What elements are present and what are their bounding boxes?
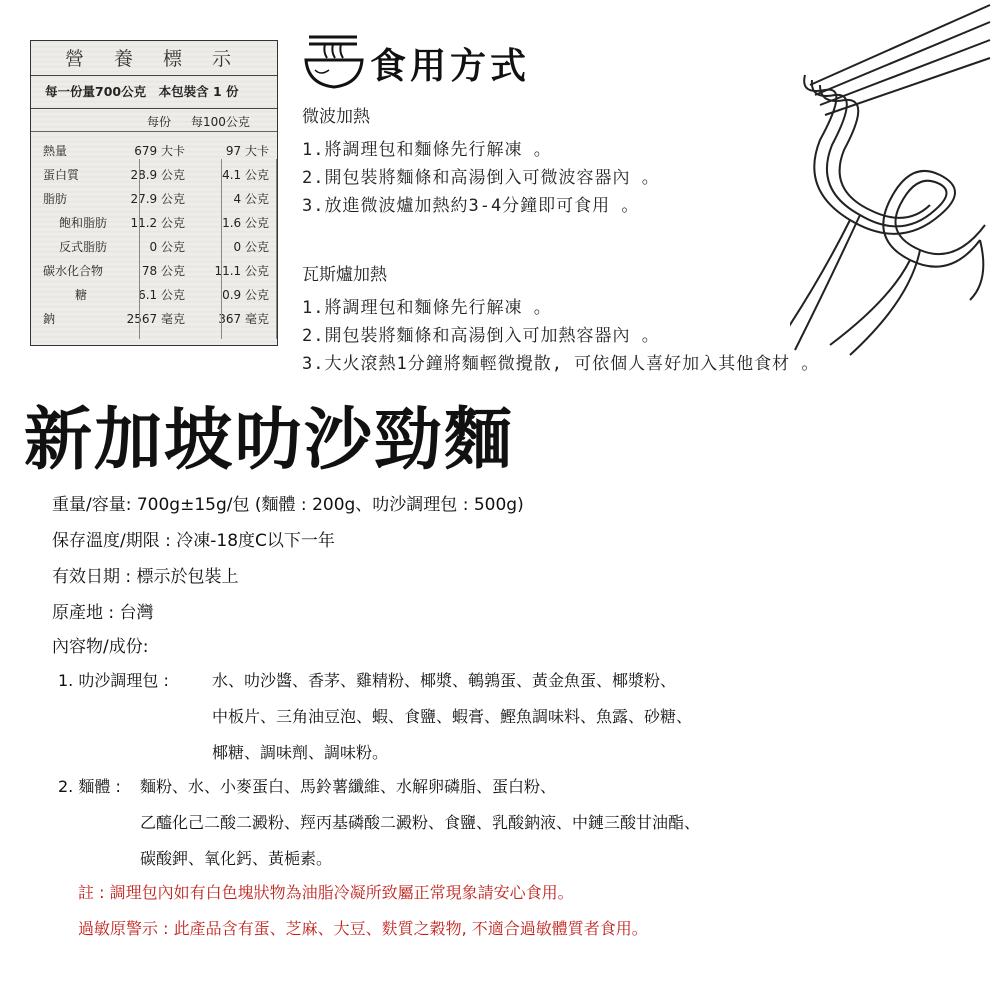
nutrient-per-serving: 78 公克 bbox=[141, 264, 185, 278]
nutrient-per-serving: 28.9 公克 bbox=[130, 168, 185, 182]
nutrient-per-100g: 4.1 公克 bbox=[222, 168, 269, 182]
nutrient-per-serving: 0 公克 bbox=[149, 240, 185, 254]
nutrient-per-100g: 0.9 公克 bbox=[222, 288, 269, 302]
column-divider bbox=[221, 159, 222, 339]
nutrient-per-100g: 1.6 公克 bbox=[222, 216, 269, 230]
expiry-line: 有效日期 : 標示於包裝上 bbox=[52, 567, 239, 587]
noodle-illustration bbox=[790, 0, 995, 360]
nutrition-row-sodium bbox=[31, 306, 277, 330]
nutrient-per-100g: 367 毫克 bbox=[218, 312, 269, 326]
ingredients-2-line: 麵粉、水、小麥蛋白、馬鈴薯纖維、水解卵磷脂、蛋白粉、 bbox=[140, 777, 557, 796]
nutrient-name: 飽和脂肪 bbox=[59, 216, 108, 230]
microwave-step: 2.開包裝將麵條和高湯倒入可微波容器內 。 bbox=[302, 168, 660, 188]
nutrient-name: 鈉 bbox=[43, 312, 56, 326]
nutrition-row-saturated-fat bbox=[31, 210, 277, 234]
nutrient-per-serving: 6.1 公克 bbox=[138, 288, 185, 302]
col-per-100g: 每100公克 bbox=[191, 115, 250, 129]
nutrient-per-100g: 97 大卡 bbox=[225, 144, 269, 158]
ingredients-1-line: 椰糖、調味劑、調味粉。 bbox=[212, 743, 389, 762]
nutrition-row-calories bbox=[31, 138, 277, 162]
nutrient-per-100g: 4 公克 bbox=[233, 192, 269, 206]
nutrition-row-sugar bbox=[31, 282, 277, 306]
ingredients-2-label: 2. 麵體 : bbox=[58, 777, 121, 796]
usage-title: 食用方式 bbox=[370, 45, 531, 87]
ingredients-1-label: 1. 叻沙調理包 : bbox=[58, 671, 169, 690]
nutrient-per-serving: 27.9 公克 bbox=[130, 192, 185, 206]
ingredients-2-line: 碳酸鉀、氧化鈣、黃梔素。 bbox=[140, 849, 333, 868]
nutrition-row-protein bbox=[31, 162, 277, 186]
storage-note: 註 : 調理包內如有白色塊狀物為油脂冷凝所致屬正常現象請安心食用。 bbox=[78, 883, 574, 902]
nutrient-name: 熱量 bbox=[43, 144, 68, 158]
weight-line: 重量/容量: 700g±15g/包 (麵體 : 200g、叻沙調理包 : 500g) bbox=[52, 495, 524, 515]
nutrient-per-serving: 11.2 公克 bbox=[130, 216, 185, 230]
nutrient-name: 碳水化合物 bbox=[43, 264, 104, 278]
ingredients-1-line: 水、叻沙醬、香茅、雞精粉、椰漿、鵪鶉蛋、黃金魚蛋、椰漿粉、 bbox=[212, 671, 677, 690]
gas-step: 3.大火滾熱1分鐘將麵輕微攪散, 可依個人喜好加入其他食材 。 bbox=[302, 354, 820, 374]
nutrition-title: 營 養 標 示 bbox=[31, 41, 277, 76]
noodle-bowl-icon bbox=[303, 34, 365, 90]
gas-heading: 瓦斯爐加熱 bbox=[302, 265, 387, 285]
nutrition-row-carbs bbox=[31, 258, 277, 282]
nutrition-header bbox=[31, 109, 277, 132]
microwave-step: 1.將調理包和麵條先行解凍 。 bbox=[302, 140, 552, 160]
column-divider bbox=[276, 159, 277, 339]
nutrient-per-100g: 0 公克 bbox=[233, 240, 269, 254]
nutrient-name: 反式脂肪 bbox=[59, 240, 108, 254]
allergen-warning: 過敏原警示 : 此產品含有蛋、芝麻、大豆、麩質之穀物, 不適合過敏體質者食用。 bbox=[78, 919, 648, 938]
serving-line: 每一份量700公克 本包裝含 1 份 bbox=[31, 76, 277, 109]
contents-label: 內容物/成份: bbox=[52, 637, 149, 657]
ingredients-1-line: 中板片、三角油豆泡、蝦、食鹽、蝦膏、鰹魚調味料、魚露、砂糖、 bbox=[212, 707, 693, 726]
microwave-section bbox=[302, 102, 660, 219]
nutrient-name: 脂肪 bbox=[43, 192, 68, 206]
gas-section bbox=[302, 260, 819, 377]
nutrition-row-fat bbox=[31, 186, 277, 210]
product-title: 新加坡叻沙勁麵 bbox=[24, 401, 515, 480]
nutrition-row-trans-fat bbox=[31, 234, 277, 258]
nutrient-name: 蛋白質 bbox=[43, 168, 80, 182]
ingredients-2-line: 乙醯化己二酸二澱粉、羥丙基磷酸二澱粉、食鹽、乳酸鈉液、中鏈三酸甘油酯、 bbox=[140, 813, 701, 832]
gas-step: 2.開包裝將麵條和高湯倒入可加熱容器內 。 bbox=[302, 326, 660, 346]
gas-step: 1.將調理包和麵條先行解凍 。 bbox=[302, 298, 552, 318]
column-divider bbox=[139, 159, 140, 339]
col-per-serving: 每份 bbox=[147, 115, 172, 129]
nutrient-per-serving: 2567 毫克 bbox=[126, 312, 185, 326]
storage-line: 保存溫度/期限 : 冷凍-18度C以下一年 bbox=[52, 531, 335, 551]
nutrient-name: 糖 bbox=[75, 288, 88, 302]
nutrition-panel bbox=[30, 40, 278, 346]
microwave-heading: 微波加熱 bbox=[302, 107, 370, 127]
origin-line: 原產地 : 台灣 bbox=[52, 603, 154, 623]
nutrient-per-serving: 679 大卡 bbox=[134, 144, 185, 158]
nutrient-per-100g: 11.1 公克 bbox=[214, 264, 269, 278]
microwave-step: 3.放進微波爐加熱約3-4分鐘即可食用 。 bbox=[302, 196, 640, 216]
